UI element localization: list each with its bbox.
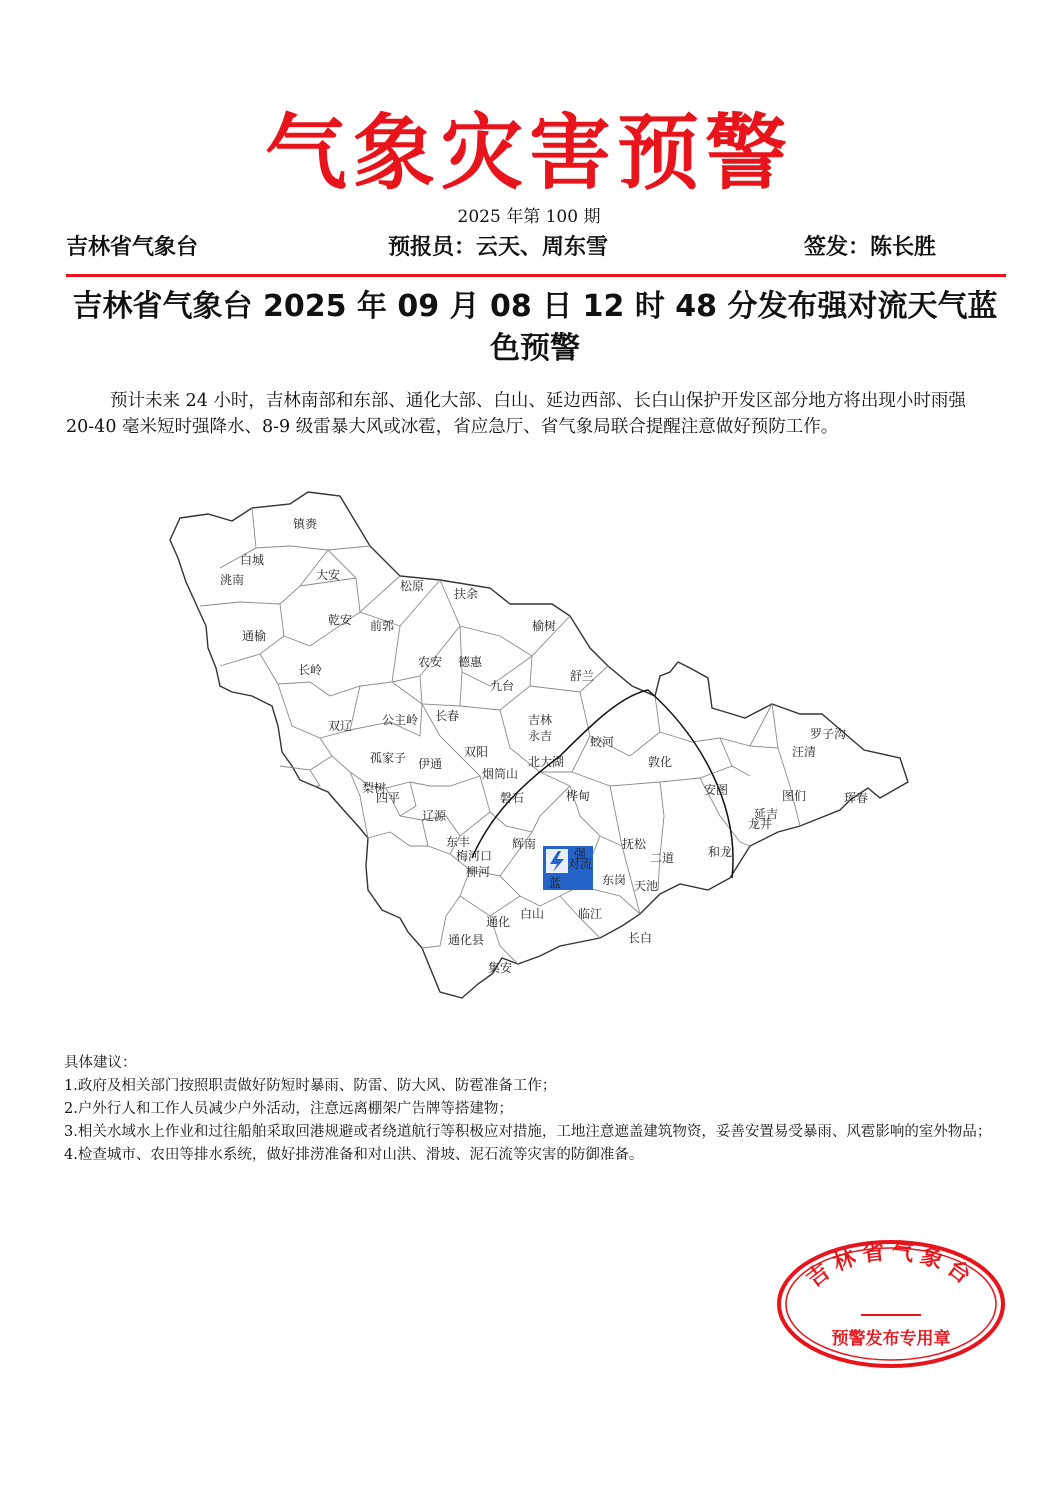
warning-icon	[543, 846, 593, 890]
city-label: 梨树	[361, 781, 387, 795]
header-divider	[66, 274, 1006, 277]
city-label: 罗子沟	[809, 727, 847, 741]
official-seal	[773, 1237, 1009, 1371]
city-label: 双辽	[327, 719, 353, 733]
city-label: 通化县	[447, 933, 485, 947]
city-label: 临江	[577, 907, 603, 921]
city-label: 双阳	[463, 745, 489, 759]
seal-top-text: 吉林省气象台	[801, 1238, 981, 1293]
city-label: 孤家子	[369, 751, 407, 765]
city-label: 东岗	[601, 873, 627, 887]
advice-item: 1.政府及相关部门按照职责做好防短时暴雨、防雷、防大风、防雹准备工作；	[64, 1078, 557, 1094]
city-label: 公主岭	[381, 713, 419, 727]
issuer: 吉林省气象台	[66, 234, 199, 260]
city-label: 白山	[519, 907, 545, 921]
warning-icon-line1: 强	[573, 847, 587, 861]
city-label: 九台	[489, 679, 515, 693]
city-label: 乾安	[327, 613, 353, 627]
issue-number: 2025 年第 100 期	[457, 207, 601, 227]
city-label: 扶余	[453, 587, 479, 601]
city-label: 白城	[239, 553, 265, 567]
headline: 吉林省气象台 2025 年 09 月 08 日 12 时 48 分发布强对流天气蓝色预警	[72, 289, 998, 366]
city-label: 磐石	[499, 791, 525, 805]
city-label: 前郭	[369, 619, 395, 633]
city-label: 吉林	[527, 713, 553, 727]
body-paragraph: 预计未来 24 小时，吉林南部和东部、通化大部、白山、延边西部、长白山保护开发区部分地方将出现小时雨强 20-40 毫米短时强降水、8-9 级雷暴大风或冰雹，省应急厅、省气象局联合提醒注意做好预防工作。	[66, 391, 966, 437]
city-label: 辽源	[421, 809, 447, 823]
city-label: 通榆	[241, 629, 267, 643]
city-label: 蛟河	[589, 735, 615, 749]
province-map	[160, 486, 910, 1006]
city-label: 珲春	[843, 791, 869, 805]
city-label: 德惠	[457, 655, 483, 669]
city-label: 天池	[633, 879, 659, 893]
city-label: 长春	[434, 709, 460, 723]
city-label: 镇赉	[292, 517, 318, 531]
city-label: 四平	[375, 791, 401, 805]
city-label: 永吉	[527, 729, 553, 743]
city-label: 长岭	[297, 663, 323, 677]
city-label: 安图	[703, 783, 729, 797]
city-label: 桦甸	[565, 789, 591, 803]
city-label: 榆树	[531, 619, 557, 633]
city-label: 通化	[485, 915, 511, 929]
warning-icon-line2: 对流	[567, 857, 593, 871]
warning-icon-level: 蓝	[548, 876, 562, 890]
city-label: 柳河	[465, 865, 491, 879]
advice-item: 4.检查城市、农田等排水系统，做好排涝准备和对山洪、滑坡、泥石流等灾害的防御准备。	[64, 1147, 644, 1163]
city-label: 长白	[627, 931, 653, 945]
city-label: 东丰	[445, 835, 471, 849]
city-label: 敦化	[647, 755, 673, 769]
city-label: 北大湖	[527, 755, 565, 769]
forecaster: 预报员：云天、周东雪	[388, 234, 609, 260]
seal-bottom-text: 预警发布专用章	[831, 1329, 951, 1349]
city-label: 和龙	[707, 845, 733, 859]
city-label: 辉南	[511, 837, 537, 851]
document-title: 气象灾害预警	[264, 105, 793, 201]
city-label: 龙井	[747, 817, 773, 831]
city-label: 烟筒山	[481, 767, 519, 781]
city-label: 洮南	[219, 573, 245, 587]
city-label: 舒兰	[569, 669, 595, 683]
city-label: 梅河口	[455, 849, 493, 863]
city-label: 松原	[399, 579, 425, 593]
city-label: 农安	[417, 655, 443, 669]
advice-title: 具体建议：	[64, 1055, 137, 1071]
city-label: 延吉	[753, 807, 779, 821]
city-label: 二道	[649, 851, 675, 865]
city-label: 伊通	[417, 757, 443, 771]
advice-section	[64, 1052, 1004, 1167]
signer: 签发：陈长胜	[804, 234, 937, 260]
advice-item: 3.相关水域水上作业和过往船舶采取回港规避或者绕道航行等积极应对措施，工地注意遮盖建筑物资，妥善安置易受暴雨、风雹影响的室外物品；	[64, 1124, 992, 1140]
city-label: 图们	[781, 789, 807, 803]
city-label: 大安	[315, 568, 341, 582]
city-label: 抚松	[621, 837, 647, 851]
city-label: 集安	[487, 961, 513, 975]
advice-item: 2.户外行人和工作人员减少户外活动，注意远离棚架广告牌等搭建物；	[64, 1101, 513, 1117]
city-label: 汪清	[791, 745, 817, 759]
